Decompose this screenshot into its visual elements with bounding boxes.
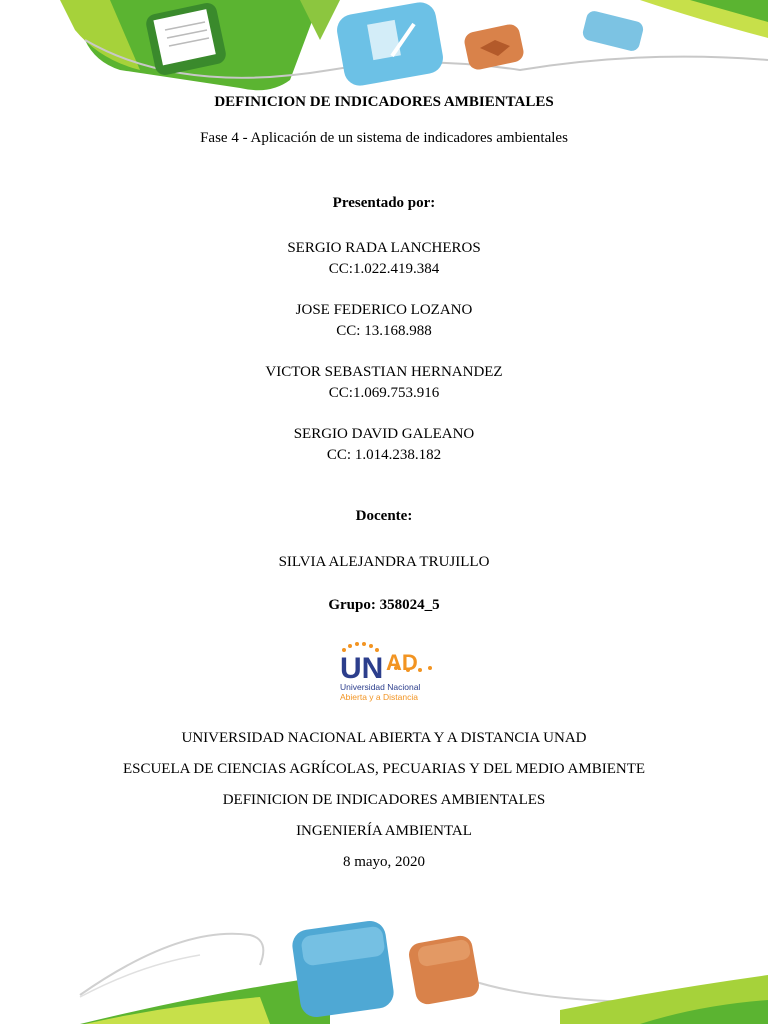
unad-logo (336, 640, 436, 706)
author-id: CC:1.022.419.384 (328, 261, 440, 277)
document-title: DEFINICION DE INDICADORES AMBIENTALES (214, 94, 554, 110)
program-name: INGENIERÍA AMBIENTAL (296, 823, 472, 839)
svg-text:AD: AD (386, 650, 418, 675)
svg-text:UN: UN (340, 652, 384, 685)
author-name: VICTOR SEBASTIAN HERNANDEZ (265, 364, 503, 380)
author-id: CC: 13.168.988 (336, 323, 432, 339)
document-date: 8 mayo, 2020 (342, 854, 426, 870)
author-name: SERGIO RADA LANCHEROS (287, 240, 481, 256)
footer-decoration (0, 905, 768, 1024)
group-label: Grupo: 358024_5 (328, 597, 440, 613)
presented-by-label: Presentado por: (332, 195, 436, 211)
book-icon (463, 23, 526, 72)
author-name: SERGIO DAVID GALEANO (293, 426, 475, 442)
teacher-label: Docente: (355, 508, 413, 524)
author-id: CC:1.069.753.916 (328, 385, 440, 401)
teacher-name: SILVIA ALEJANDRA TRUJILLO (278, 554, 490, 570)
school-name: ESCUELA DE CIENCIAS AGRÍCOLAS, PECUARIAS Y DEL MEDIO AMBIENTE (122, 761, 646, 777)
svg-text:Abierta y a Distancia: Abierta y a Distancia (340, 692, 418, 702)
blue-tile (581, 9, 645, 52)
svg-text:Universidad Nacional: Universidad Nacional (340, 682, 421, 692)
course-name: DEFINICION DE INDICADORES AMBIENTALES (222, 792, 546, 808)
author-id: CC: 1.014.238.182 (326, 447, 442, 463)
university-name: UNIVERSIDAD NACIONAL ABIERTA Y A DISTANCIA UNAD (181, 730, 587, 746)
author-name: JOSE FEDERICO LOZANO (295, 302, 473, 318)
clipboard-icon (335, 0, 446, 88)
document-subtitle: Fase 4 - Aplicación de un sistema de indicadores ambientales (200, 130, 568, 146)
